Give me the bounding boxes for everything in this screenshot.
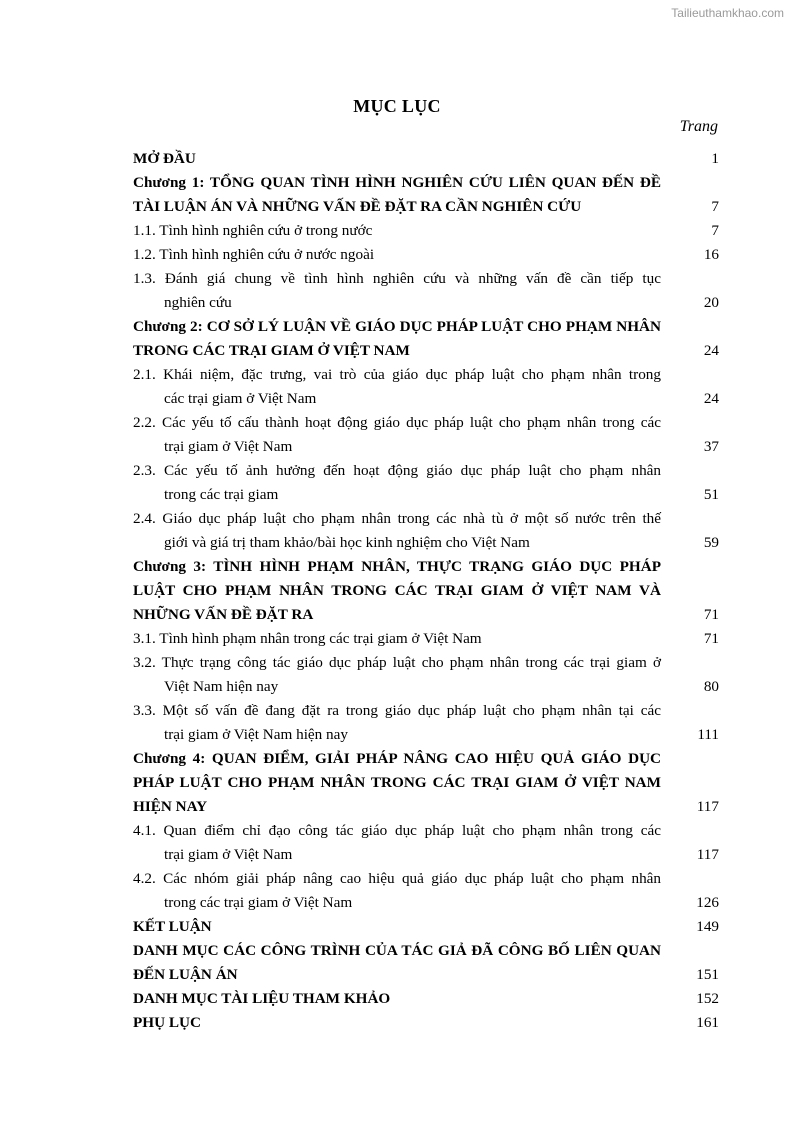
toc-page-number: 16 — [703, 246, 719, 263]
toc-entry-title — [133, 651, 719, 699]
toc-entry-line: Chương 2: CƠ SỞ LÝ LUẬN VỀ GIÁO DỤC PHÁP LUẬT CHO PHẠM NHÂN — [133, 318, 661, 335]
toc-entry-line: PHÁP LUẬT CHO PHẠM NHÂN TRONG CÁC TRẠI GIAM Ở VIỆT NAM — [133, 774, 661, 791]
toc-section-entry — [133, 867, 719, 915]
table-of-contents — [133, 147, 719, 1035]
toc-page-number: 161 — [696, 1014, 719, 1031]
toc-entry-line: Chương 4: QUAN ĐIỂM, GIẢI PHÁP NÂNG CAO HIỆU QUẢ GIÁO DỤC — [133, 750, 661, 767]
toc-section-entry — [133, 627, 719, 651]
toc-page-number: 126 — [696, 894, 719, 911]
toc-entry-line: nghiên cứu — [164, 294, 232, 311]
toc-entry-line: Chương 3: TÌNH HÌNH PHẠM NHÂN, THỰC TRẠNG GIÁO DỤC PHÁP — [133, 558, 661, 575]
toc-section-entry — [133, 459, 719, 507]
toc-entry-line: 1.1. Tình hình nghiên cứu ở trong nước — [133, 222, 373, 239]
toc-entry-line: Việt Nam hiện nay — [164, 678, 279, 695]
toc-entry-line: ĐẾN LUẬN ÁN — [133, 966, 238, 983]
toc-entry-line: trại giam ở Việt Nam — [164, 438, 293, 455]
toc-page-number: 149 — [696, 918, 719, 935]
toc-entry-title — [133, 747, 719, 819]
toc-entry-line: DANH MỤC TÀI LIỆU THAM KHẢO — [133, 990, 391, 1007]
toc-entry-title — [133, 315, 719, 363]
toc-section-entry — [133, 363, 719, 411]
toc-entry-title — [133, 171, 719, 219]
toc-entry-title — [133, 1011, 719, 1035]
toc-section-entry — [133, 819, 719, 867]
toc-entry-line: LUẬT CHO PHẠM NHÂN TRONG CÁC TRẠI GIAM Ở VIỆT NAM VÀ — [133, 582, 661, 599]
toc-entry-line: trại giam ở Việt Nam — [164, 846, 293, 863]
toc-entry-title — [133, 411, 719, 459]
toc-entry-title — [133, 555, 719, 627]
toc-section-entry — [133, 243, 719, 267]
toc-entry-line: PHỤ LỤC — [133, 1014, 201, 1031]
toc-entry-line: 2.2. Các yếu tố cấu thành hoạt động giáo dục pháp luật cho phạm nhân trong các — [133, 414, 661, 431]
toc-page-number: 7 — [711, 222, 719, 239]
toc-entry-line: MỞ ĐẦU — [133, 150, 196, 167]
toc-entry-line: 3.3. Một số vấn đề đang đặt ra trong giáo dục pháp luật cho phạm nhân tại các — [133, 702, 661, 719]
toc-entry-line: TRONG CÁC TRẠI GIAM Ở VIỆT NAM — [133, 342, 410, 359]
toc-section-entry — [133, 267, 719, 315]
toc-entry-line: Chương 1: TỔNG QUAN TÌNH HÌNH NGHIÊN CỨU LIÊN QUAN ĐẾN ĐỀ — [133, 174, 661, 191]
toc-page-number: 20 — [703, 294, 719, 311]
page-title: MỤC LỤC — [353, 96, 441, 116]
toc-entry-line: NHỮNG VẤN ĐỀ ĐẶT RA — [133, 606, 314, 623]
toc-section-entry — [133, 219, 719, 243]
watermark: Tailieuthamkhao.com — [671, 6, 784, 20]
toc-entry-title — [133, 243, 719, 267]
toc-chapter-entry — [133, 1011, 719, 1035]
toc-page-number: 117 — [696, 846, 719, 863]
toc-entry-line: trại giam ở Việt Nam hiện nay — [164, 726, 348, 743]
toc-page-number: 111 — [697, 726, 719, 743]
toc-entry-line: DANH MỤC CÁC CÔNG TRÌNH CỦA TÁC GIẢ ĐÃ CÔNG BỐ LIÊN QUAN — [133, 942, 661, 959]
toc-chapter-entry — [133, 987, 719, 1011]
toc-entry-line: 2.4. Giáo dục pháp luật cho phạm nhân trong các nhà tù ở một số nước trên thế — [133, 510, 661, 527]
toc-chapter-entry — [133, 915, 719, 939]
toc-entry-title — [133, 819, 719, 867]
toc-entry-line: 2.1. Khái niệm, đặc trưng, vai trò của giáo dục pháp luật cho phạm nhân trong — [133, 366, 661, 383]
toc-entry-line: KẾT LUẬN — [133, 918, 212, 935]
toc-entry-line: 3.1. Tình hình phạm nhân trong các trại giam ở Việt Nam — [133, 630, 482, 647]
toc-page-number: 152 — [696, 990, 719, 1007]
toc-page-number: 71 — [703, 606, 719, 623]
toc-entry-line: 1.3. Đánh giá chung về tình hình nghiên cứu và những vấn đề cần tiếp tục — [133, 270, 661, 287]
toc-page-number: 59 — [703, 534, 719, 551]
toc-entry-title — [133, 267, 719, 315]
toc-section-entry — [133, 507, 719, 555]
toc-entry-title — [133, 867, 719, 915]
toc-entry-title — [133, 459, 719, 507]
toc-chapter-entry — [133, 171, 719, 219]
toc-entry-title — [133, 939, 719, 987]
toc-page-number: 80 — [703, 678, 719, 695]
toc-entry-title — [133, 699, 719, 747]
toc-entry-title — [133, 627, 719, 651]
toc-section-entry — [133, 651, 719, 699]
toc-section-entry — [133, 699, 719, 747]
toc-entry-title — [133, 219, 719, 243]
toc-entry-line: 2.3. Các yếu tố ảnh hưởng đến hoạt động giáo dục pháp luật cho phạm nhân — [133, 462, 661, 479]
toc-section-entry — [133, 411, 719, 459]
page-column-label: Trang — [679, 118, 718, 135]
toc-entry-line: 4.2. Các nhóm giải pháp nâng cao hiệu quả giáo dục pháp luật cho phạm nhân — [133, 870, 661, 887]
toc-entry-title — [133, 915, 719, 939]
toc-entry-title — [133, 147, 719, 171]
toc-entry-line: 4.1. Quan điểm chỉ đạo công tác giáo dục pháp luật cho phạm nhân trong các — [133, 822, 661, 839]
toc-entry-line: giới và giá trị tham khảo/bài học kinh nghiệm cho Việt Nam — [164, 534, 530, 551]
toc-entry-line: 3.2. Thực trạng công tác giáo dục pháp luật cho phạm nhân trong các trại giam ở — [133, 654, 661, 671]
toc-page-number: 51 — [703, 486, 719, 503]
toc-chapter-entry — [133, 555, 719, 627]
toc-page-number: 151 — [696, 966, 719, 983]
toc-entry-title — [133, 507, 719, 555]
toc-page-number: 24 — [703, 342, 719, 359]
toc-entry-line: trong các trại giam — [164, 486, 279, 503]
toc-entry-title — [133, 987, 719, 1011]
toc-entry-line: TÀI LUẬN ÁN VÀ NHỮNG VẤN ĐỀ ĐẶT RA CẦN NGHIÊN CỨU — [133, 198, 582, 215]
toc-chapter-entry — [133, 747, 719, 819]
toc-page-number: 24 — [703, 390, 719, 407]
toc-chapter-entry — [133, 315, 719, 363]
toc-chapter-entry — [133, 939, 719, 987]
toc-entry-title — [133, 363, 719, 411]
toc-chapter-entry — [133, 147, 719, 171]
toc-entry-line: trong các trại giam ở Việt Nam — [164, 894, 353, 911]
toc-page-number: 37 — [703, 438, 719, 455]
toc-entry-line: 1.2. Tình hình nghiên cứu ở nước ngoài — [133, 246, 375, 263]
toc-entry-line: các trại giam ở Việt Nam — [164, 390, 317, 407]
toc-page-number: 71 — [703, 630, 719, 647]
toc-page-number: 117 — [696, 798, 719, 815]
toc-page-number: 1 — [711, 150, 719, 167]
toc-entry-line: HIỆN NAY — [133, 798, 208, 815]
toc-page-number: 7 — [711, 198, 719, 215]
